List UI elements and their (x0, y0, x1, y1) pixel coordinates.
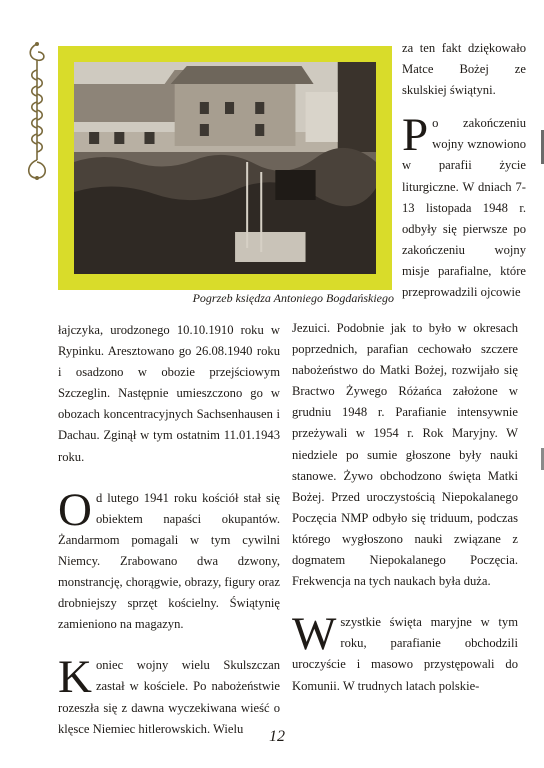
paragraph-text: o zakończeniu wojny wznowiono w parafii życie liturgiczne. W dniach 7-13 listopada 1948 r. odbyły się pierwsze po zakończeniu wojny misje parafialne, które przeprowadzili ojcowie (402, 116, 526, 300)
paragraph-text: d lutego 1941 roku kościół stał się obiektem napaści okupantów. Żandarmom pomagali w tym cywilni Niemcy. Zrabowano dwa dzwony, monstrancję, chorągwie, obrazy, figury oraz drobniejszy sprzęt kościelny. Świątynię zamieniono na magazyn. (58, 490, 280, 632)
drop-cap: W (292, 608, 337, 661)
text-column-left (58, 320, 280, 740)
paragraph-biography: łajczyka, urodzonego 10.10.1910 roku w Rypinku. Aresztowano go 26.08.1940 roku i osadzono w obozie przejściowym Szczeglin. Następnie umieszczono go w obozach koncentracyjnych Sachsenhausen i Dachau. Zginął w tym ostatnim 11.01.1943 roku. (58, 323, 280, 464)
paragraph-marian-feasts (292, 608, 518, 696)
paragraph-occupation (58, 483, 280, 636)
drop-cap: P (402, 109, 429, 162)
paragraph-post-war (402, 109, 526, 303)
paragraph-continuation: za ten fakt dziękowało Matce Bożej ze skulskiej świątyni. (402, 41, 526, 98)
paragraph-text: szystkie święta maryjne w tym roku, parafianie obchodzili uroczyście i masowo przystępowali do Komunii. W trudnych latach polskie- (292, 615, 518, 693)
photo-caption: Pogrzeb księdza Antoniego Bogdańskiego (192, 291, 394, 305)
paragraph-post-war-continued: Jezuici. Podobnie jak to było w okresach poprzednich, parafian cechowało szczere nabożeństwo do Matki Bożej, rozwijało się Bractwo Żywego Różańca założone w grudniu 1948 r. Parafianie intensywnie przeżywali w 1954 r. Rok Maryjny. W niedziele po sumie głoszone były nauki stanowe. Żywo obchodzono święta Matki Bożej. Przed uroczystością Niepokalanego Poczęcia NMP odbyło się triduum, podczas którego wygłoszono nauki związane z dogmatem Niepokalanego Poczęcia. Frekwencja na tych naukach była duża. (292, 321, 518, 589)
paragraph-text: oniec wojny wielu Skulszczan zastał w kościele. Po nabożeństwie rozeszła się z dawna wyczekiwana wieść o klęsce Niemiec hitlerowskich. Wielu (58, 658, 280, 736)
text-column-right (292, 318, 518, 697)
text-column-right-top (402, 38, 526, 303)
drop-cap: O (58, 483, 92, 536)
photo-frame (58, 46, 392, 290)
drop-cap: K (58, 651, 92, 704)
paragraph-end-of-war (58, 651, 280, 739)
funeral-photo (74, 62, 376, 274)
decorative-ornament-icon (20, 40, 54, 182)
page-number: 12 (269, 728, 285, 745)
